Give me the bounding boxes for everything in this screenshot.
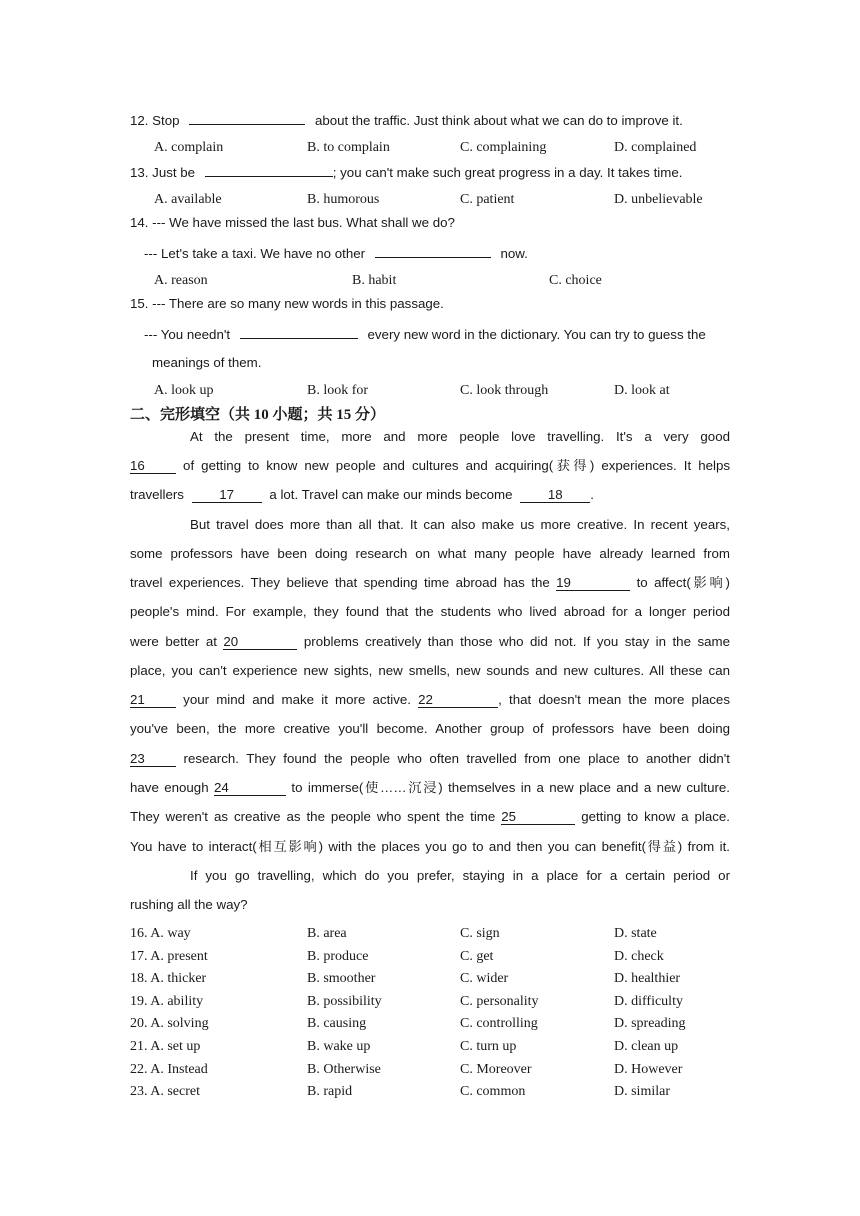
question-15-suffix: every new word in the dictionary. You can try to guess the (367, 327, 706, 342)
passage-p1-line-2 (130, 458, 730, 474)
passage-text: of getting to know new people and cultures and acquiring(获得) experiences. It helps (183, 458, 730, 473)
passage-text: a lot. Travel can make our minds become (269, 487, 513, 502)
blank-23: 23 (130, 752, 176, 767)
option-c: C. complaining (460, 140, 547, 155)
blank-20: 20 (223, 635, 297, 650)
blank-17: 17 (192, 488, 262, 503)
option-d: D. similar (614, 1084, 670, 1100)
passage-text: , that doesn't mean the more places (498, 692, 730, 707)
option-a: 20. A. solving (130, 1016, 209, 1032)
answer-blank (205, 163, 333, 177)
passage-p3-line-1: If you go travelling, which do you prefer, staying in a place for a certain period or (190, 868, 730, 883)
option-a: A. complain (154, 140, 224, 155)
question-15-line-3: meanings of them. (152, 355, 262, 370)
passage-text: to affect(影响) (636, 575, 730, 590)
option-b: B. look for (307, 383, 369, 398)
option-c: C. turn up (460, 1039, 517, 1054)
option-a: 19. A. ability (130, 993, 204, 1009)
option-c: C. Moreover (460, 1061, 532, 1077)
option-a: A. reason (154, 273, 208, 288)
passage-p2-line-4: people's mind. For example, they found that the students who lived abroad for a longer period (130, 604, 730, 619)
passage-text: . (590, 487, 594, 502)
passage-p3-line-2: rushing all the way? (130, 897, 248, 912)
option-d: D. look at (614, 383, 670, 398)
blank-21: 21 (130, 693, 176, 708)
passage-p2-line-3 (130, 575, 730, 591)
option-c: C. controlling (460, 1016, 538, 1032)
option-d: D. However (614, 1061, 683, 1077)
passage-p2-line-12: You have to interact(相互影响) with the places you go to and then you can benefit(得益) from it. (130, 839, 730, 854)
option-b: B. to complain (307, 140, 390, 155)
option-d: D. state (614, 926, 657, 941)
question-12-suffix: about the traffic. Just think about what we can do to improve it. (314, 113, 683, 128)
question-14-suffix: now. (500, 246, 528, 261)
answer-blank (240, 325, 358, 339)
blank-24: 24 (214, 781, 286, 796)
option-b: B. humorous (307, 192, 380, 207)
passage-p2-line-9 (130, 751, 730, 767)
passage-p2-line-2: some professors have been doing research on what many people have already learned from (130, 546, 730, 561)
passage-text: They weren't as creative as the people who spent the time (130, 809, 496, 824)
answer-blank (375, 244, 491, 258)
passage-text: travellers (130, 487, 184, 502)
option-c: C. wider (460, 971, 509, 987)
blank-16: 16 (130, 459, 176, 474)
option-b: B. smoother (307, 971, 376, 987)
passage-p2-line-11 (130, 809, 730, 825)
question-14-line-1: 14. --- We have missed the last bus. What shall we do? (130, 215, 455, 230)
option-b: B. produce (307, 948, 369, 964)
question-14-prefix: --- Let's take a taxi. We have no other (144, 246, 366, 261)
option-c: C. get (460, 948, 494, 964)
option-a: 23. A. secret (130, 1084, 200, 1100)
option-b: B. habit (352, 273, 397, 288)
option-a: 17. A. present (130, 948, 208, 964)
blank-18: 18 (520, 488, 590, 503)
passage-p2-line-10 (130, 780, 730, 796)
question-15-prefix: --- You needn't (144, 327, 231, 342)
option-c: C. patient (460, 192, 515, 207)
option-c: C. sign (460, 926, 500, 941)
passage-text: getting to know a place. (581, 809, 730, 824)
option-c: C. personality (460, 993, 539, 1009)
blank-22: 22 (418, 693, 498, 708)
passage-p2-line-1: But travel does more than all that. It can also make us more creative. In recent years, (190, 517, 730, 532)
passage-text: research. They found the people who often travelled from one place to another didn't (183, 751, 730, 766)
passage-p1-line-3 (130, 487, 730, 503)
section-heading: 二、完形填空（共 10 小题；共 15 分） (130, 407, 386, 423)
option-a: 22. A. Instead (130, 1061, 208, 1077)
blank-25: 25 (501, 810, 575, 825)
option-d: D. unbelievable (614, 192, 703, 207)
question-13-prefix: 13. Just be (130, 165, 196, 180)
option-a: 18. A. thicker (130, 971, 207, 987)
option-c: C. look through (460, 383, 549, 398)
option-d: D. spreading (614, 1016, 686, 1032)
option-a: 16. A. way (130, 926, 191, 941)
question-15-line-1: 15. --- There are so many new words in this passage. (130, 296, 444, 311)
passage-text: travel experiences. They believe that spending time abroad has the (130, 575, 550, 590)
passage-p1-line-1: At the present time, more and more people love travelling. It's a very good (190, 429, 730, 444)
option-c: C. choice (549, 273, 602, 288)
option-d: D. complained (614, 140, 697, 155)
option-a: 21. A. set up (130, 1039, 201, 1054)
passage-p2-line-8: you've been, the more creative you'll become. Another group of professors have been doing (130, 721, 730, 736)
blank-19: 19 (556, 576, 630, 591)
option-d: D. check (614, 948, 664, 964)
passage-text: to immerse(使……沉浸) themselves in a new place and a new culture. (291, 780, 731, 795)
option-d: D. healthier (614, 971, 681, 987)
passage-text: have enough (130, 780, 209, 795)
passage-text: your mind and make it more active. (183, 692, 411, 707)
question-13-stem (130, 163, 730, 181)
option-b: B. Otherwise (307, 1061, 381, 1077)
option-b: B. causing (307, 1016, 367, 1032)
question-14-line-2 (144, 244, 744, 262)
question-12-stem (130, 111, 730, 129)
passage-p2-line-7 (130, 692, 730, 708)
answer-blank (189, 111, 305, 125)
option-b: B. rapid (307, 1084, 353, 1100)
option-a: A. available (154, 192, 222, 207)
option-d: D. clean up (614, 1039, 679, 1054)
question-15-line-2 (144, 325, 730, 343)
option-b: B. wake up (307, 1039, 371, 1054)
question-12-prefix: 12. Stop (130, 113, 180, 128)
passage-text: problems creatively than those who did not. If you stay in the same (303, 634, 730, 649)
passage-p2-line-6: place, you can't experience new sights, new smells, new sounds and new cultures. All these can (130, 663, 730, 678)
option-b: B. possibility (307, 993, 382, 1009)
passage-p2-line-5 (130, 634, 730, 650)
option-c: C. common (460, 1084, 526, 1100)
option-d: D. difficulty (614, 993, 683, 1009)
passage-text: were better at (130, 634, 217, 649)
question-13-suffix: ; you can't make such great progress in a day. It takes time. (332, 165, 683, 180)
option-b: B. area (307, 926, 347, 941)
option-a: A. look up (154, 383, 214, 398)
